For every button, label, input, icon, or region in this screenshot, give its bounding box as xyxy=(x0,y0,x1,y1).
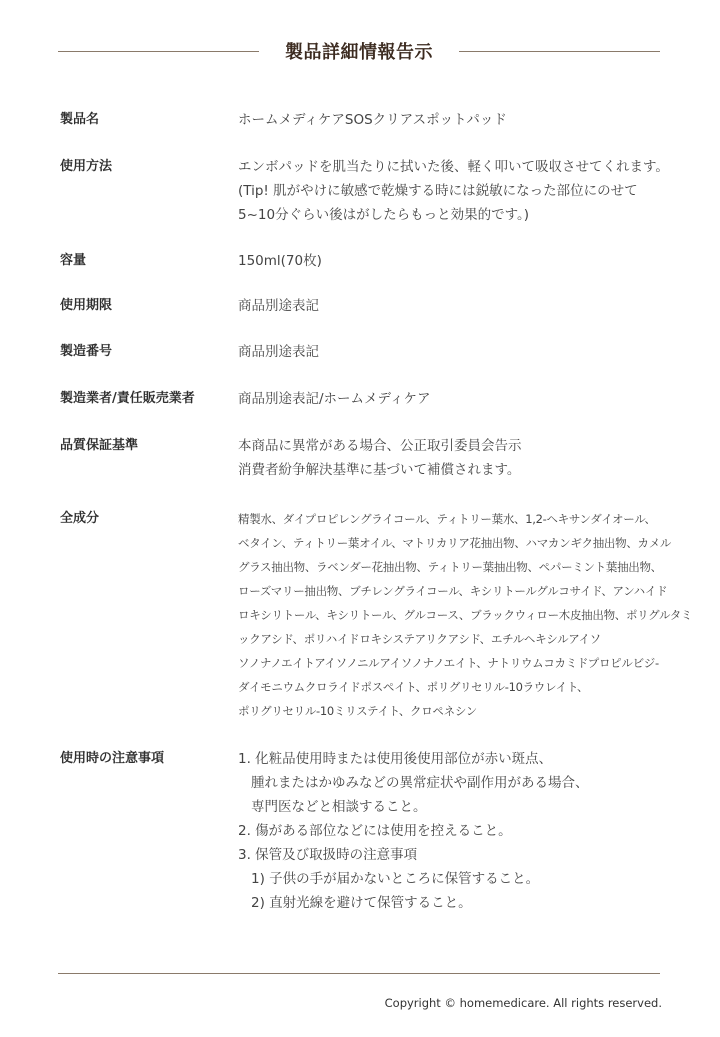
value-line: 150ml(70枚) xyxy=(238,253,322,269)
row-label: 製品名 xyxy=(60,112,100,127)
row-label: 品質保証基準 xyxy=(60,438,139,453)
info-row-quality-guarantee xyxy=(60,434,700,482)
value-line: 2. 傷がある部位などには使用を控えること。 xyxy=(238,823,512,839)
footer-divider xyxy=(58,973,660,974)
row-value xyxy=(238,387,700,411)
row-value xyxy=(238,507,700,723)
value-line: 1) 子供の手が届かないところに保管すること。 xyxy=(251,871,540,887)
row-label: 使用方法 xyxy=(60,159,113,174)
value-line: エンボパッドを肌当たりに拭いた後、軽く叩いて吸収させてくれます。 xyxy=(238,159,669,175)
value-line: ローズマリー抽出物、ブチレングライコール、キシリトールグルコサイド、アンハイド xyxy=(238,584,668,598)
row-value xyxy=(238,155,700,227)
row-value xyxy=(238,747,700,915)
info-row-capacity xyxy=(60,249,700,273)
row-value xyxy=(238,294,700,318)
page-header xyxy=(58,36,660,66)
value-line: 本商品に異常がある場合、公正取引委員会告示 xyxy=(238,438,522,454)
info-row-manufacturer xyxy=(60,387,700,411)
copyright-text: Copyright © homemedicare. All rights reserved. xyxy=(384,996,662,1010)
value-line: 消費者紛争解決基準に基づいて補償されます。 xyxy=(238,462,521,478)
row-label: 全成分 xyxy=(60,511,100,526)
header-divider-left xyxy=(58,51,259,52)
info-row-product-name xyxy=(60,108,700,132)
row-value xyxy=(238,249,700,273)
value-line: (Tip! 肌がやけに敏感で乾燥する時には鋭敏になった部位にのせて xyxy=(238,183,638,199)
row-value xyxy=(238,340,700,364)
value-line: ックアシド、ポリハイドロキシステアリクアシド、エチルヘキシルアイソ xyxy=(238,632,601,646)
value-line: 商品別途表記 xyxy=(238,298,319,314)
value-line: 精製水、ダイプロピレングライコール、ティトリー葉水、1,2-ヘキサンダイオール、 xyxy=(238,512,656,526)
value-line: ホームメディケアSOSクリアスポットパッド xyxy=(238,112,507,128)
info-row-lot-number xyxy=(60,340,700,364)
info-row-precautions xyxy=(60,747,700,915)
row-label: 使用期限 xyxy=(60,298,113,313)
value-line: ポリグリセリル-10ミリステイト、クロペネシン xyxy=(238,704,477,718)
value-line: 5~10分ぐらい後はがしたらもっと効果的です。) xyxy=(238,207,530,223)
value-line: 腫れまたはかゆみなどの異常症状や副作用がある場合、 xyxy=(251,775,589,791)
info-row-expiry xyxy=(60,294,700,318)
value-line: 2) 直射光線を避けて保管すること。 xyxy=(251,895,472,911)
row-label: 製造業者/責任販売業者 xyxy=(60,391,195,406)
value-line: 専門医などと相談すること。 xyxy=(251,799,427,815)
value-line: グラス抽出物、ラベンダー花抽出物、ティトリー葉抽出物、ペパーミント葉抽出物、 xyxy=(238,560,662,574)
page-title: 製品詳細情報告示 xyxy=(285,42,433,63)
value-line: ロキシリトール、キシリトール、グルコース、ブラックウィロー木皮抽出物、ポリグルタミ xyxy=(238,608,693,622)
info-row-usage xyxy=(60,155,700,227)
row-label: 製造番号 xyxy=(60,344,113,359)
row-value xyxy=(238,434,700,482)
value-line: ソノナノエイトアイソノニルアイソノナノエイト、ナトリウムコカミドプロピルビジ- xyxy=(238,656,659,670)
info-row-ingredients xyxy=(60,507,700,723)
row-label: 使用時の注意事項 xyxy=(60,751,165,766)
value-line: 3. 保管及び取扱時の注意事項 xyxy=(238,847,418,863)
row-value xyxy=(238,108,700,132)
header-divider-right xyxy=(459,51,660,52)
value-line: 商品別途表記 xyxy=(238,344,319,360)
value-line: 1. 化粧品使用時または使用後使用部位が赤い斑点、 xyxy=(238,751,553,767)
value-line: 商品別途表記/ホームメディケア xyxy=(238,391,431,407)
value-line: ベタイン、ティトリー葉オイル、マトリカリア花抽出物、ハマカンギク抽出物、カメル xyxy=(238,536,672,550)
value-line: ダイモニウムクロライドポスペイト、ポリグリセリル-10ラウレイト、 xyxy=(238,680,589,694)
product-info-table xyxy=(60,108,700,915)
row-label: 容量 xyxy=(60,253,87,268)
